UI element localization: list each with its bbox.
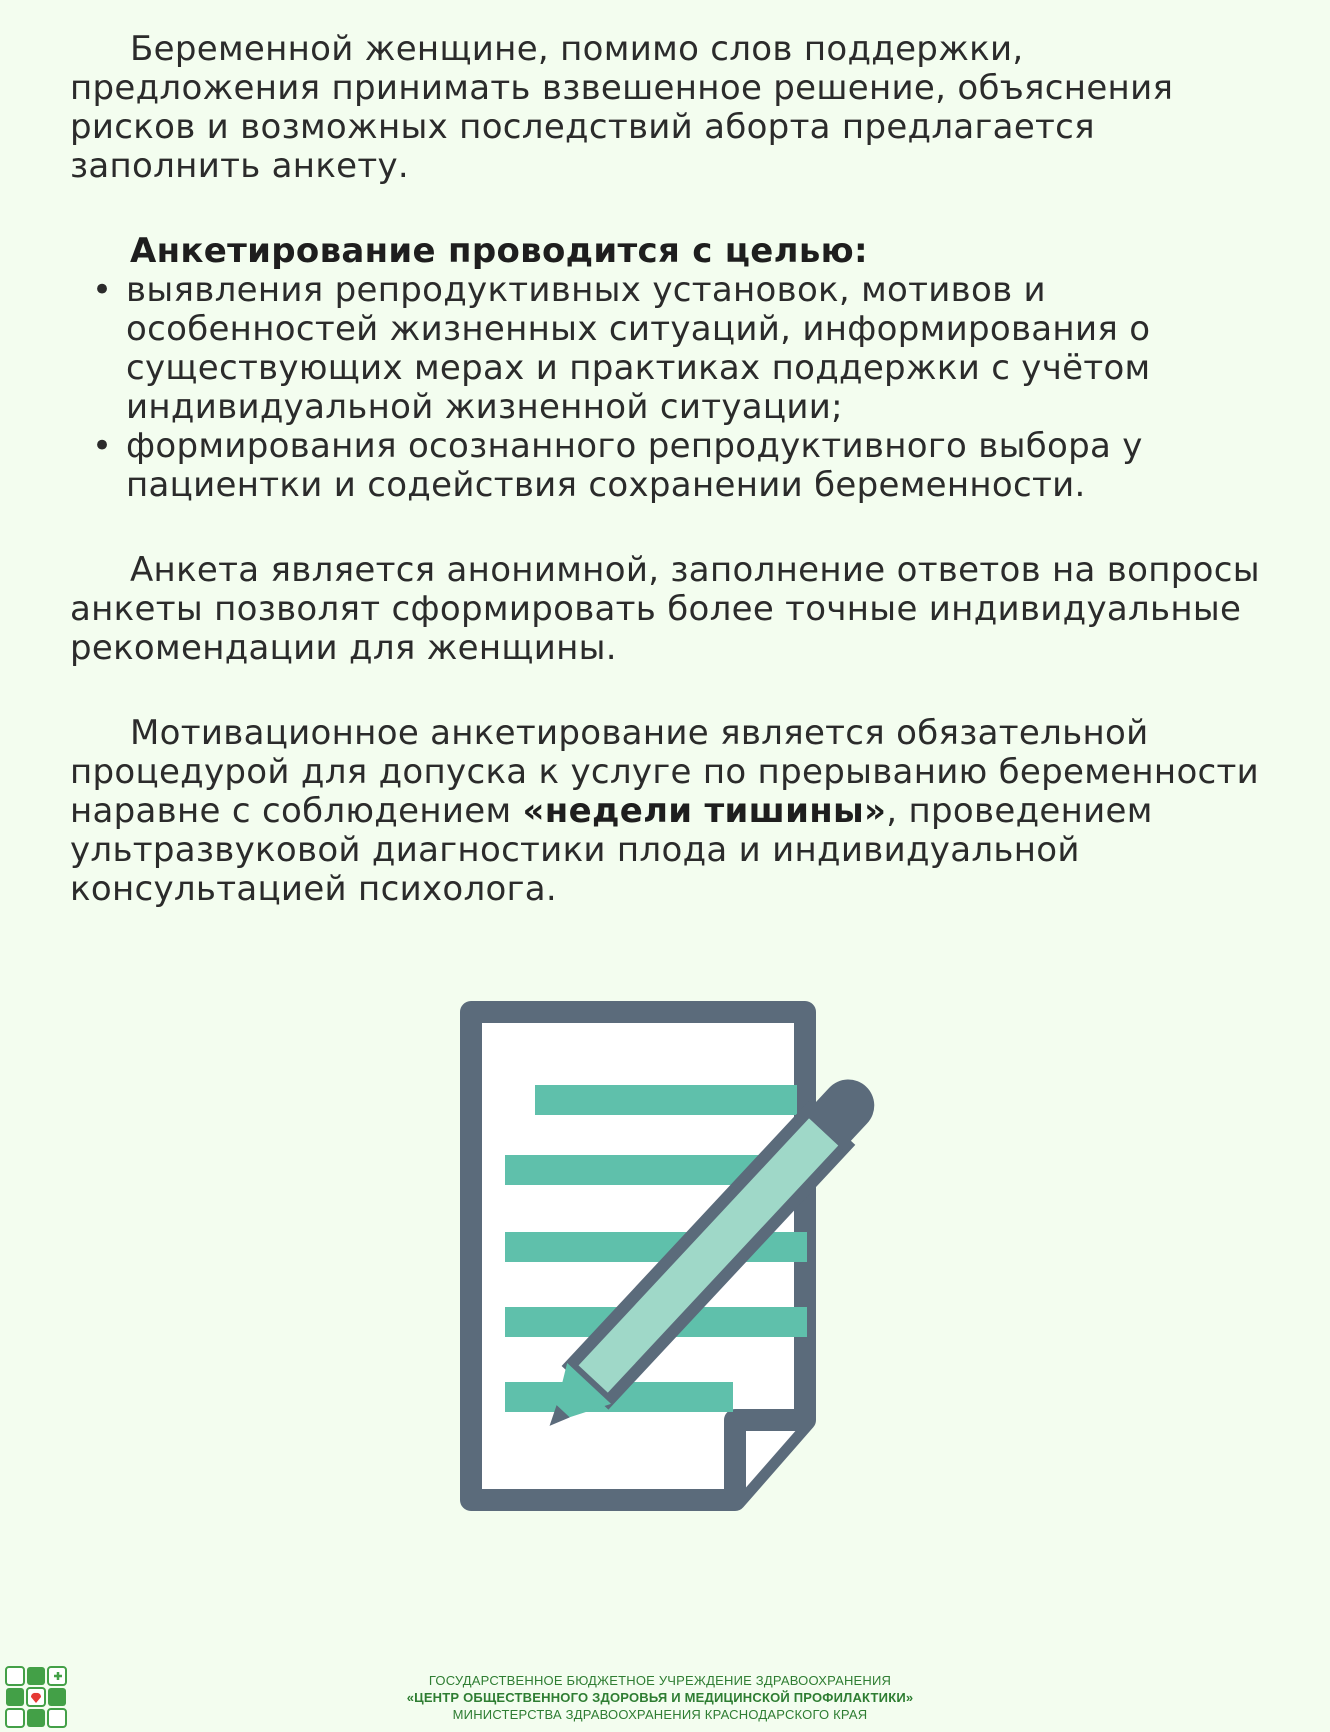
document-with-pencil-icon — [455, 1000, 975, 1530]
mandatory-text-end: , проведением ультразвуковой диагностики плода и индивидуальной консультацией психолога. — [70, 791, 1153, 909]
footer-organization — [330, 1672, 990, 1723]
footer-line-3: МИНИСТЕРСТВА ЗДРАВООХРАНЕНИЯ КРАСНОДАРСКОГО КРАЯ — [452, 1707, 868, 1722]
bullet-icon: • — [92, 426, 113, 466]
document-line — [535, 1085, 797, 1115]
list-item-text: выявления репродуктивных установок, мотивов и особенностей жизненных ситуаций, информирования о существующих мерах и практиках поддержки с учётом индивидуальной жизненной ситуации; — [126, 270, 1151, 427]
list-item — [70, 427, 1270, 505]
purpose-list — [70, 271, 1270, 505]
list-item — [70, 271, 1270, 427]
spacer — [70, 505, 1270, 551]
footer-line-1: ГОСУДАРСТВЕННОЕ БЮДЖЕТНОЕ УЧРЕЖДЕНИЕ ЗДРАВООХРАНЕНИЯ — [428, 1673, 892, 1688]
spacer — [70, 186, 1270, 232]
mandatory-text-start: Мотивационное анкетирование является обязательной процедурой для допуска к услуге по прерыванию беременности наравне с соблюдением — [70, 713, 1260, 831]
mandatory-paragraph — [70, 714, 1270, 909]
list-item-text: формирования осознанного репродуктивного выбора у пациентки и содействия сохранении беременности. — [126, 426, 1143, 505]
purpose-heading: Анкетирование проводится с целью: — [130, 231, 868, 271]
bullet-icon: • — [92, 270, 113, 310]
silence-week-term: «недели тишины» — [522, 791, 887, 831]
intro-paragraph: Беременной женщине, помимо слов поддержки, предложения принимать взвешенное решение, объяснения рисков и возможных последствий аборта предлагается заполнить анкету. — [70, 29, 1174, 186]
folded-corner — [735, 1420, 805, 1500]
health-center-logo-icon — [4, 1665, 68, 1729]
footer-line-2: «ЦЕНТР ОБЩЕСТВЕННОГО ЗДОРОВЬЯ И МЕДИЦИНСКОЙ ПРОФИЛАКТИКИ» — [406, 1690, 914, 1705]
main-content — [70, 30, 1270, 909]
spacer — [70, 668, 1270, 714]
anonymous-paragraph: Анкета является анонимной, заполнение ответов на вопросы анкеты позволят сформировать более точные индивидуальные рекомендации для женщины. — [70, 550, 1260, 668]
